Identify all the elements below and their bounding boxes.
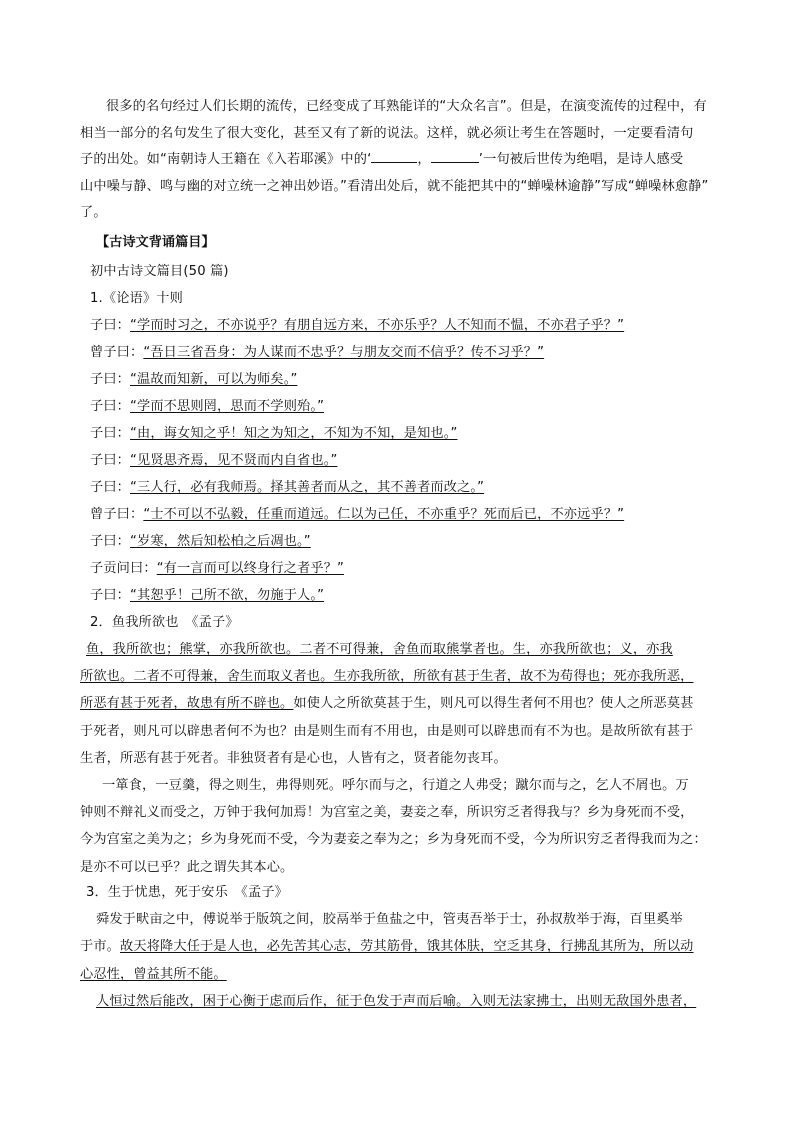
section-heading: 【古诗文背诵篇目】 xyxy=(96,235,215,250)
underlined-text: 心忍性，曾益其所不能。 xyxy=(80,966,227,982)
underlined-text: 人恒过然后能改，困于心衡于虑而后作，征于色发于声而后喻。入则无法家拂士，出则无敌国外患者， xyxy=(96,993,697,1009)
passage-line xyxy=(80,961,740,988)
intro-line: 山中噪与静、鸣与幽的对立统一之神出妙语。”看清出处后，就不能把其中的“蝉噪林逾静”写成“蝉噪林愈静” xyxy=(80,178,709,194)
passage-line: 钟则不辩礼义而受之，万钟于我何加焉！为宫室之美，妻妾之奉，所识穷乏者得我与？乡为身死而不受， xyxy=(80,805,694,821)
passage-line xyxy=(80,988,740,1015)
quote-line xyxy=(80,555,740,582)
passage-line: 是亦不可以已乎？此之谓失其本心。 xyxy=(80,859,294,875)
quote-line xyxy=(80,474,740,501)
intro-text: ’一句被后世传为绝唱，是诗人感受 xyxy=(478,152,684,167)
passage-text: 如使人之所欲莫甚于生，则凡可以得生者何不用也？使人之所恶莫甚 xyxy=(293,696,694,712)
item-title: 1.《论语》十则 xyxy=(90,291,183,306)
quote-text: “学而时习之，不亦说乎？有朋自远方来，不亦乐乎？人不知而不愠，不亦君子乎？” xyxy=(130,318,625,333)
quote-text: “见贤思齐焉，见不贤而内自省也。” xyxy=(130,453,338,468)
quote-line xyxy=(80,420,740,447)
intro-line: 很多的名句经过人们长期的流传，已经变成了耳熟能详的“大众名言”。但是，在演变流传的过程中，有 xyxy=(106,99,707,114)
quote-text: “士不可以不弘毅，任重而道远。仁以为己任，不亦重乎？死而后已，不亦远乎？” xyxy=(143,507,625,522)
passage-line: 舜发于畎亩之中，傅说举于版筑之间，胶鬲举于鱼盐之中，管夷吾举于士，孙叔敖举于海，百里奚举 xyxy=(96,912,683,928)
quote-text: “学而不思则罔，思而不学则殆。” xyxy=(130,399,325,414)
quote-line xyxy=(80,366,740,393)
quote-speaker: 子曰： xyxy=(90,588,131,603)
quote-line xyxy=(80,528,740,555)
underlined-text: 所欲也。二者不可得兼，舍生而取义者也。生亦我所欲，所欲有甚于生者，故不为苟得也；死亦我所恶， xyxy=(80,669,694,685)
quote-speaker: 子曰： xyxy=(90,426,131,441)
quote-text: “岁寒，然后知松柏之后凋也。” xyxy=(130,534,311,549)
underlined-text: 故天将降大任于是人也，必先苦其心志，劳其筋骨，饿其体肤，空乏其身，行拂乱其所为，所以动 xyxy=(120,939,694,955)
intro-text: 子的出处。如“南朝诗人王籍在《入若耶溪》中的‘ xyxy=(80,152,372,167)
passage-line: 生者，所恶有甚于死者。非独贤者有是心也，人皆有之，贤者能勿丧耳。 xyxy=(80,750,507,766)
fill-blank xyxy=(403,150,417,163)
quote-speaker: 子曰： xyxy=(90,453,131,468)
comma: ， xyxy=(417,152,431,167)
quote-text: “吾日三省吾身：为人谋而不忠乎？与朋友交而不信乎？传不习乎？” xyxy=(143,345,545,360)
item-title: 3．生于忧患，死于安乐 《孟子》 xyxy=(86,885,289,900)
passage-line xyxy=(80,636,740,663)
quote-speaker: 子曰： xyxy=(90,399,131,414)
intro-line: 相当一部分的名句发生了很大变化，甚至又有了新的说法。这样，就必须让考生在答题时，一定要看清句 xyxy=(80,125,694,141)
quote-speaker: 子曰： xyxy=(90,372,131,387)
passage-line xyxy=(80,690,740,717)
underlined-text: 所恶有甚于死者，故患有所不辟也。 xyxy=(80,696,294,712)
fill-blank xyxy=(371,150,403,163)
quote-line xyxy=(80,501,740,528)
quote-text: “三人行，必有我师焉。择其善者而从之，其不善者而改之。” xyxy=(130,480,485,495)
quote-speaker: 子曰： xyxy=(90,480,131,495)
list-subtitle: 初中古诗文篇目(50 篇) xyxy=(90,264,229,279)
passage-text: 于市。 xyxy=(80,939,121,955)
quote-text: “温故而知新，可以为师矣。” xyxy=(130,372,298,387)
quote-speaker: 子曰： xyxy=(90,534,131,549)
poem-list xyxy=(80,258,740,636)
quote-line xyxy=(80,393,740,420)
intro-line xyxy=(80,147,740,174)
passage-line: 今为宫室之美为之；乡为身死而不受，今为妻妾之奉为之；乡为身死而不受，今为所识穷乏者得我而为之： xyxy=(80,832,707,848)
quote-line xyxy=(80,582,740,609)
fill-blank xyxy=(431,150,479,163)
quote-line xyxy=(80,447,740,474)
passage-line xyxy=(80,663,740,690)
quote-line xyxy=(80,339,740,366)
quote-speaker: 曾子曰： xyxy=(90,507,144,522)
passage-line xyxy=(80,933,740,960)
shengyu-passage xyxy=(80,879,740,1015)
item-title: 2．鱼我所欲也 《孟子》 xyxy=(90,615,239,630)
quote-line xyxy=(80,312,740,339)
passage-line: 于死者，则凡可以辟患者何不为也？由是则生而有不用也，由是则可以辟患而有不为也。是故所欲有甚于 xyxy=(80,723,694,739)
intro-paragraph xyxy=(80,94,740,227)
quote-text: “有一言而可以终身行之者乎？” xyxy=(156,561,345,576)
quote-speaker: 子贡问曰： xyxy=(90,561,157,576)
yuwo-passage xyxy=(80,636,740,881)
quote-speaker: 子曰： xyxy=(90,318,131,333)
quote-text: “其恕乎！己所不欲，勿施于人。” xyxy=(130,588,325,603)
passage-line: 一箪食，一豆羹，得之则生，弗得则死。呼尔而与之，行道之人弗受；蹴尔而与之，乞人不屑也。万 xyxy=(102,778,689,794)
quote-speaker: 曾子曰： xyxy=(90,345,144,360)
quote-text: “由，诲女知之乎！知之为知之，不知为不知，是知也。” xyxy=(130,426,458,441)
underlined-text: 鱼，我所欲也；熊掌，亦我所欲也。二者不可得兼，舍鱼而取熊掌者也。生，亦我所欲也；义，亦我 xyxy=(86,642,673,657)
intro-line: 了。 xyxy=(80,205,107,220)
